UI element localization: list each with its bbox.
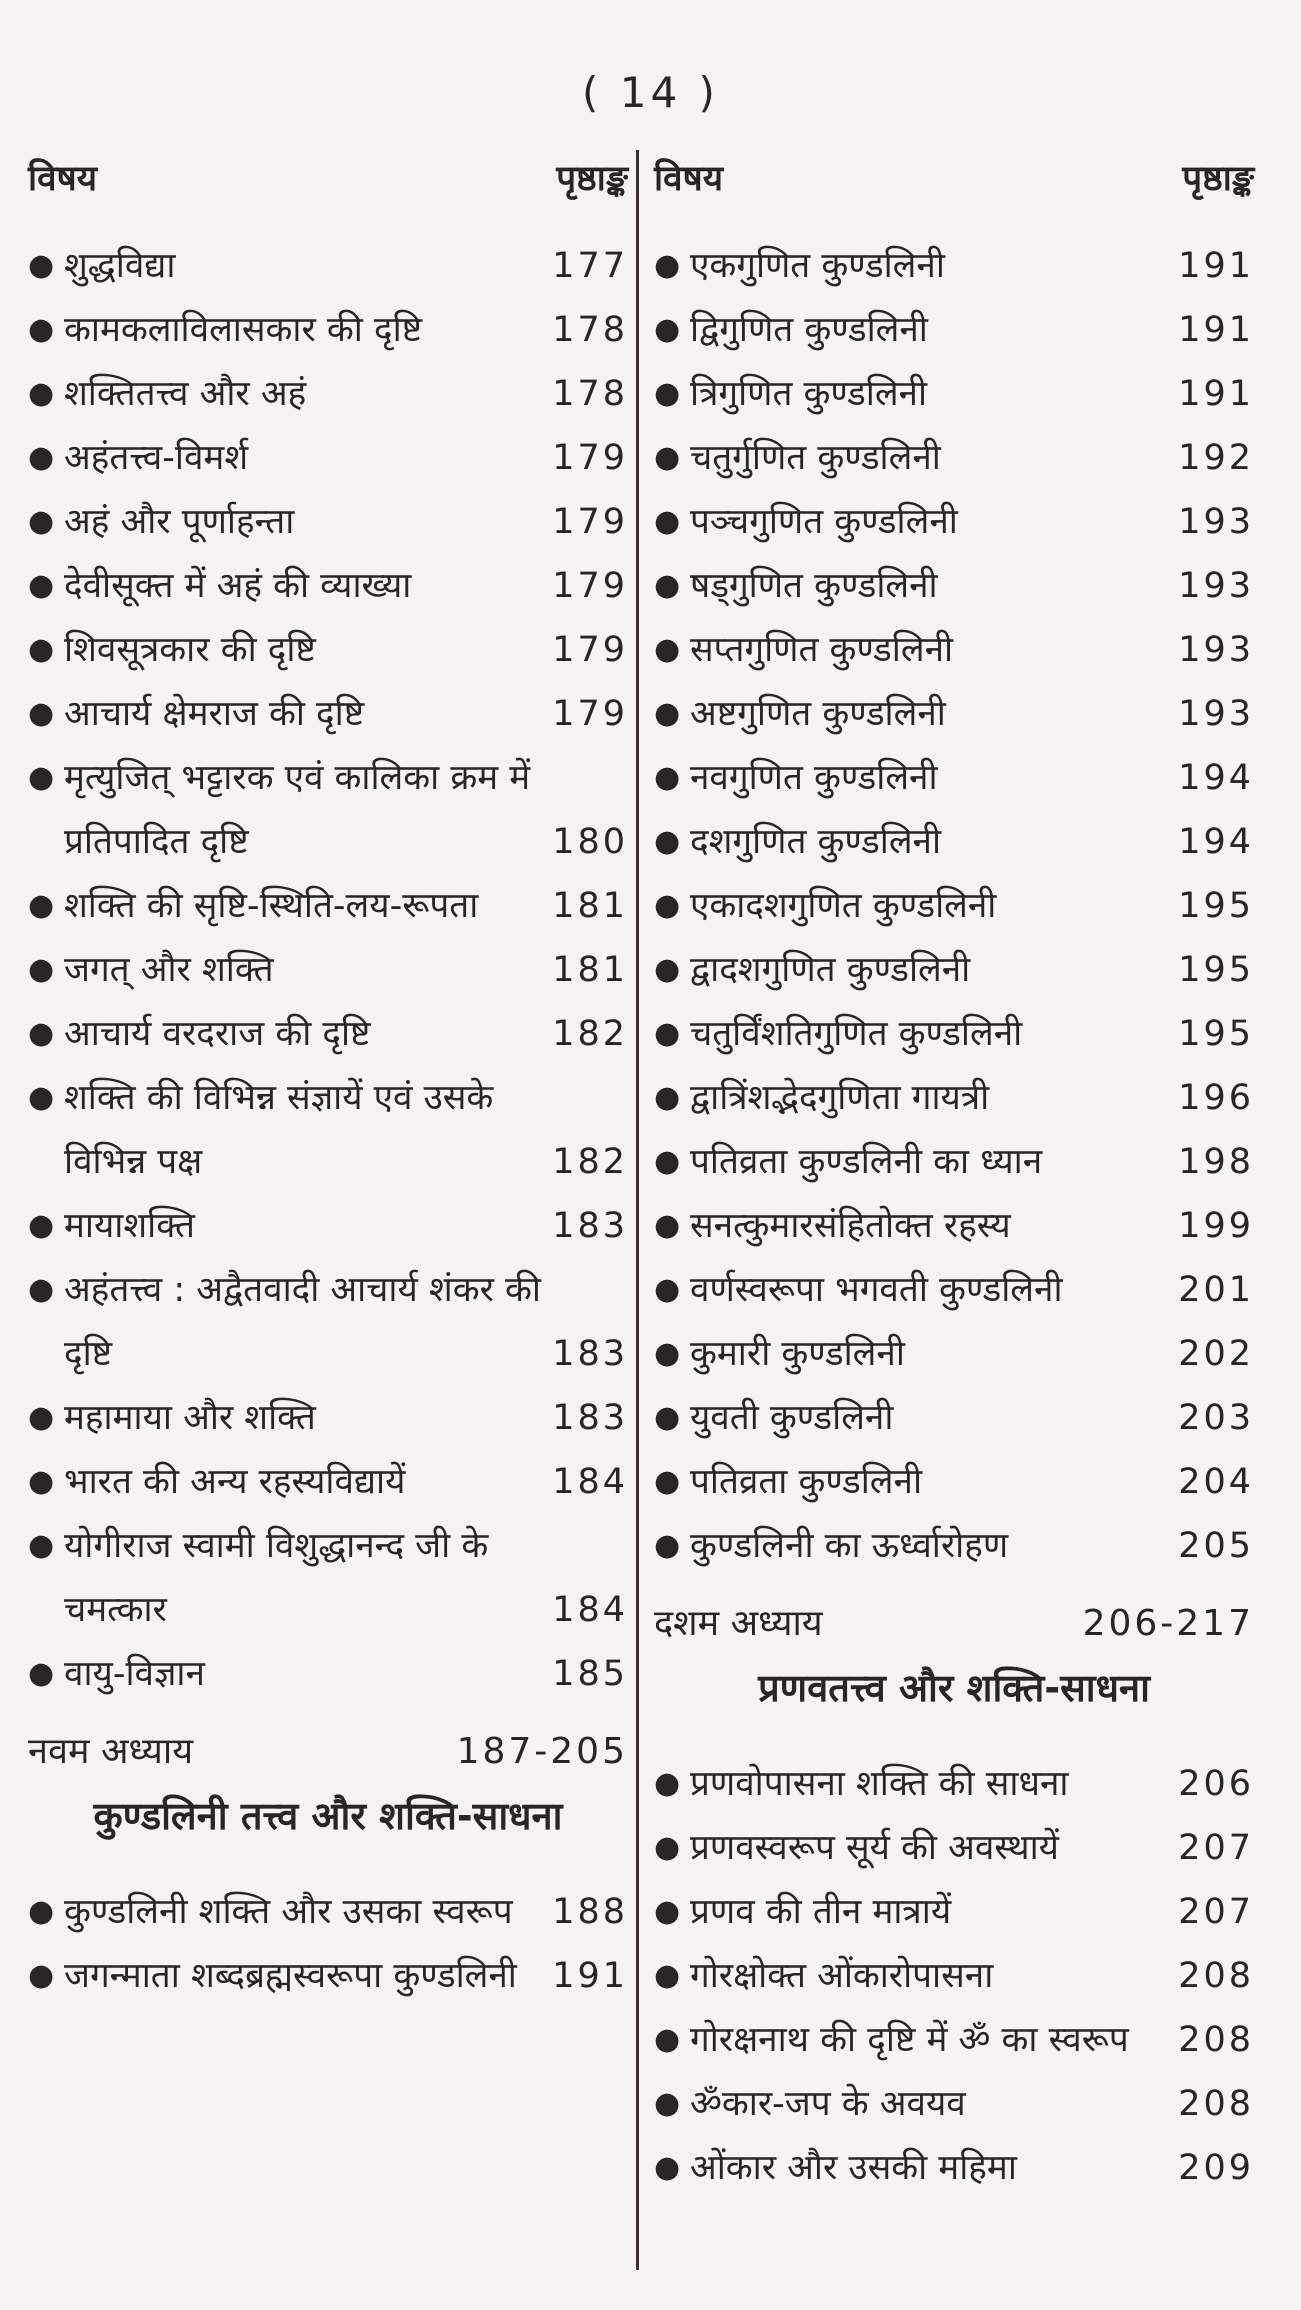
toc-entry-page: 192 bbox=[1178, 438, 1254, 478]
toc-entry-title: सनत्कुमारसंहितोक्त रहस्य bbox=[690, 1206, 1011, 1246]
toc-entry bbox=[654, 2008, 1254, 2072]
toc-entry bbox=[28, 362, 628, 426]
toc-entry-title: अष्टगुणित कुण्डलिनी bbox=[690, 694, 946, 734]
bullet-icon: ● bbox=[28, 952, 55, 987]
toc-entry bbox=[654, 1194, 1254, 1258]
toc-entry-title: चतुर्विंशतिगुणित कुण्डलिनी bbox=[690, 1014, 1023, 1054]
toc-entry bbox=[654, 490, 1254, 554]
toc-entry-page: 206 bbox=[1178, 1764, 1254, 1804]
toc-entry bbox=[654, 1002, 1254, 1066]
toc-entry-page: 208 bbox=[1178, 2084, 1254, 2124]
toc-entry-left bbox=[654, 2008, 1174, 2072]
bullet-icon: ● bbox=[28, 568, 55, 603]
toc-entry-left bbox=[654, 682, 1174, 746]
bullet-icon: ● bbox=[654, 504, 681, 539]
toc-entry-title: कामकलाविलासकार की दृष्टि bbox=[64, 310, 423, 350]
toc-entry bbox=[654, 554, 1254, 618]
toc-entry-left bbox=[654, 1130, 1174, 1194]
toc-entry-title: ओंकार और उसकी महिमा bbox=[690, 2148, 1017, 2188]
toc-entry bbox=[654, 1258, 1254, 1322]
toc-entry bbox=[28, 1642, 628, 1706]
bullet-icon: ● bbox=[654, 312, 681, 347]
toc-entry-left bbox=[654, 810, 1174, 874]
chapter-title: प्रणवतत्त्व और शक्ति-साधना bbox=[758, 1666, 1150, 1710]
chapter-range: 206-217 bbox=[1082, 1603, 1254, 1644]
bullet-icon: ● bbox=[28, 312, 55, 347]
toc-entry-title: द्विगुणित कुण्डलिनी bbox=[690, 310, 928, 350]
toc-entry-page: 209 bbox=[1178, 2148, 1254, 2188]
toc-entry-page: 203 bbox=[1178, 1398, 1254, 1438]
toc-entry-title: मृत्युजित् भट्टारक एवं कालिका क्रम में प्रतिपादित दृष्टि bbox=[64, 758, 531, 862]
right-column-header bbox=[654, 154, 1254, 210]
left-column-header bbox=[28, 154, 628, 210]
toc-entry bbox=[654, 1514, 1254, 1578]
toc-entry-title: वर्णस्वरूपा भगवती कुण्डलिनी bbox=[690, 1270, 1063, 1310]
toc-entry-left bbox=[28, 874, 548, 938]
toc-entry-title: चतुर्गुणित कुण्डलिनी bbox=[690, 438, 941, 478]
toc-entry-title: महामाया और शक्ति bbox=[64, 1398, 316, 1438]
toc-entry-page: 183 bbox=[552, 1398, 628, 1438]
toc-entry-left bbox=[28, 1944, 548, 2008]
toc-entry-page: 207 bbox=[1178, 1892, 1254, 1932]
toc-entry-left bbox=[654, 2136, 1174, 2200]
toc-entry-title: पञ्चगुणित कुण्डलिनी bbox=[690, 502, 958, 542]
bullet-icon: ● bbox=[654, 1144, 681, 1179]
toc-entry-page: 204 bbox=[1178, 1462, 1254, 1502]
toc-entry-title: कुण्डलिनी का ऊर्ध्वारोहण bbox=[690, 1526, 1009, 1566]
toc-entry-page: 178 bbox=[552, 374, 628, 414]
toc-entry-title: गोरक्षोक्त ओंकारोपासना bbox=[690, 1956, 994, 1996]
bullet-icon: ● bbox=[654, 1208, 681, 1243]
toc-entry-left bbox=[654, 1944, 1174, 2008]
toc-entry-title: नवगुणित कुण्डलिनी bbox=[690, 758, 938, 798]
bullet-icon: ● bbox=[654, 1894, 681, 1929]
toc-entry-left bbox=[654, 1752, 1174, 1816]
toc-entry bbox=[28, 1066, 628, 1194]
toc-entry-title: जगन्माता शब्दब्रह्मस्वरूपा कुण्डलिनी bbox=[64, 1956, 517, 1996]
right-column bbox=[654, 154, 1254, 2200]
toc-entry-left bbox=[654, 1386, 1174, 1450]
toc-entry-left bbox=[28, 234, 548, 298]
toc-entry-title: षड्गुणित कुण्डलिनी bbox=[690, 566, 938, 606]
toc-entry bbox=[28, 618, 628, 682]
toc-entry bbox=[28, 1944, 628, 2008]
toc-entry-left bbox=[28, 298, 548, 362]
toc-entry bbox=[654, 874, 1254, 938]
toc-entry-left bbox=[28, 554, 548, 618]
bullet-icon: ● bbox=[654, 1016, 681, 1051]
bullet-icon: ● bbox=[28, 1400, 55, 1435]
toc-entry-title: प्रणवस्वरूप सूर्य की अवस्थायें bbox=[690, 1828, 1059, 1868]
toc-entry-title: पतिव्रता कुण्डलिनी का ध्यान bbox=[690, 1142, 1043, 1182]
toc-entry-title: भारत की अन्य रहस्यविद्यायें bbox=[64, 1462, 406, 1502]
subject-heading: विषय bbox=[654, 159, 724, 199]
left-chapter-entries bbox=[28, 1880, 628, 2008]
toc-entry bbox=[654, 1752, 1254, 1816]
toc-entry bbox=[28, 874, 628, 938]
toc-entry bbox=[654, 1322, 1254, 1386]
toc-entry bbox=[654, 682, 1254, 746]
bullet-icon: ● bbox=[28, 376, 55, 411]
toc-entry-page: 183 bbox=[552, 1334, 628, 1374]
left-entries bbox=[28, 234, 628, 1706]
bullet-icon: ● bbox=[654, 824, 681, 859]
toc-entry-left bbox=[28, 1386, 548, 1450]
toc-entry-left bbox=[654, 1322, 1174, 1386]
toc-entry-title: कुमारी कुण्डलिनी bbox=[690, 1334, 905, 1374]
toc-entry bbox=[28, 298, 628, 362]
chapter-heading-10 bbox=[654, 1596, 1254, 1652]
toc-entry-page: 208 bbox=[1178, 1956, 1254, 1996]
bullet-icon: ● bbox=[28, 504, 55, 539]
right-entries bbox=[654, 234, 1254, 1578]
toc-entry-left bbox=[28, 1066, 548, 1194]
bullet-icon: ● bbox=[28, 760, 55, 795]
toc-entry-page: 180 bbox=[552, 822, 628, 862]
toc-entry-title: एकादशगुणित कुण्डलिनी bbox=[690, 886, 997, 926]
toc-entry-page: 191 bbox=[1178, 246, 1254, 286]
toc-entry-left bbox=[654, 426, 1174, 490]
toc-entry-left bbox=[654, 1816, 1174, 1880]
toc-entry-page: 208 bbox=[1178, 2020, 1254, 2060]
toc-entry-left bbox=[28, 1450, 548, 1514]
toc-entry-left bbox=[28, 1194, 548, 1258]
toc-entry-title: ॐकार-जप के अवयव bbox=[690, 2084, 966, 2124]
bullet-icon: ● bbox=[654, 632, 681, 667]
bullet-icon: ● bbox=[654, 568, 681, 603]
toc-entry bbox=[654, 2136, 1254, 2200]
toc-entry-left bbox=[654, 1880, 1174, 1944]
toc-entry-page: 181 bbox=[552, 950, 628, 990]
toc-entry-page: 205 bbox=[1178, 1526, 1254, 1566]
toc-entry-title: आचार्य क्षेमराज की दृष्टि bbox=[64, 694, 365, 734]
toc-entry-page: 193 bbox=[1178, 694, 1254, 734]
bullet-icon: ● bbox=[28, 1528, 55, 1563]
toc-entry-left bbox=[28, 746, 548, 874]
bullet-icon: ● bbox=[654, 1464, 681, 1499]
toc-entry-left bbox=[28, 426, 548, 490]
bullet-icon: ● bbox=[654, 1830, 681, 1865]
toc-entry-page: 191 bbox=[1178, 310, 1254, 350]
bullet-icon: ● bbox=[654, 1336, 681, 1371]
toc-entry-title: शिवसूत्रकार की दृष्टि bbox=[64, 630, 316, 670]
toc-entry-left bbox=[28, 1880, 548, 1944]
page-heading: पृष्ठाङ्क bbox=[1182, 159, 1254, 199]
bullet-icon: ● bbox=[28, 696, 55, 731]
toc-entry bbox=[654, 1816, 1254, 1880]
right-chapter-entries bbox=[654, 1752, 1254, 2200]
toc-entry-page: 196 bbox=[1178, 1078, 1254, 1118]
column-divider bbox=[636, 150, 639, 2270]
bullet-icon: ● bbox=[654, 1272, 681, 1307]
toc-entry-page: 179 bbox=[552, 438, 628, 478]
toc-entry bbox=[654, 362, 1254, 426]
toc-entry-title: प्रणवोपासना शक्ति की साधना bbox=[690, 1764, 1069, 1804]
toc-entry-page: 184 bbox=[552, 1590, 628, 1630]
chapter-heading-9 bbox=[28, 1724, 628, 1780]
toc-entry-page: 195 bbox=[1178, 1014, 1254, 1054]
toc-entry-left bbox=[654, 1514, 1174, 1578]
toc-entry bbox=[28, 1002, 628, 1066]
bullet-icon: ● bbox=[654, 888, 681, 923]
toc-entry-page: 179 bbox=[552, 694, 628, 734]
toc-entry-title: शक्ति की विभिन्न संज्ञायें एवं उसके विभिन्न पक्ष bbox=[64, 1078, 494, 1182]
bullet-icon: ● bbox=[28, 248, 55, 283]
toc-entry-page: 201 bbox=[1178, 1270, 1254, 1310]
toc-entry bbox=[28, 1450, 628, 1514]
toc-entry-left bbox=[28, 490, 548, 554]
toc-entry-page: 193 bbox=[1178, 502, 1254, 542]
toc-entry bbox=[654, 938, 1254, 1002]
toc-entry-left bbox=[28, 1002, 548, 1066]
toc-entry-left bbox=[28, 362, 548, 426]
toc-entry bbox=[654, 618, 1254, 682]
toc-entry-left bbox=[28, 938, 548, 1002]
bullet-icon: ● bbox=[654, 2086, 681, 2121]
toc-entry bbox=[28, 938, 628, 1002]
toc-entry bbox=[28, 1514, 628, 1642]
toc-entry-page: 178 bbox=[552, 310, 628, 350]
toc-entry bbox=[28, 1258, 628, 1386]
toc-entry bbox=[28, 1386, 628, 1450]
toc-entry-page: 193 bbox=[1178, 630, 1254, 670]
toc-entry-left bbox=[28, 682, 548, 746]
toc-entry-left bbox=[654, 554, 1174, 618]
chapter-label: नवम अध्याय bbox=[28, 1731, 194, 1772]
toc-entry-title: अहंतत्त्व : अद्वैतवादी आचार्य शंकर की दृष्टि bbox=[64, 1270, 541, 1374]
chapter-label: दशम अध्याय bbox=[654, 1603, 823, 1644]
bullet-icon: ● bbox=[654, 952, 681, 987]
toc-entry bbox=[654, 1066, 1254, 1130]
toc-entry bbox=[654, 1386, 1254, 1450]
bullet-icon: ● bbox=[28, 1464, 55, 1499]
toc-entry-left bbox=[654, 874, 1174, 938]
bullet-icon: ● bbox=[654, 760, 681, 795]
toc-entry-left bbox=[654, 746, 1174, 810]
toc-entry-title: जगत् और शक्ति bbox=[64, 950, 274, 990]
bullet-icon: ● bbox=[28, 1016, 55, 1051]
toc-entry bbox=[654, 1944, 1254, 2008]
toc-entry bbox=[654, 1880, 1254, 1944]
toc-entry-page: 185 bbox=[552, 1654, 628, 1694]
toc-entry-page: 194 bbox=[1178, 822, 1254, 862]
toc-entry-left bbox=[654, 1066, 1174, 1130]
toc-entry-left bbox=[28, 618, 548, 682]
left-column bbox=[28, 154, 628, 2008]
bullet-icon: ● bbox=[654, 2150, 681, 2185]
bullet-icon: ● bbox=[28, 1958, 55, 1993]
toc-entry bbox=[654, 810, 1254, 874]
toc-entry-left bbox=[654, 1002, 1174, 1066]
toc-entry-title: शक्तितत्त्व और अहं bbox=[64, 374, 307, 414]
toc-entry-left bbox=[28, 1642, 548, 1706]
toc-entry-title: दशगुणित कुण्डलिनी bbox=[690, 822, 942, 862]
bullet-icon: ● bbox=[654, 1958, 681, 1993]
toc-entry-left bbox=[28, 1258, 548, 1386]
toc-entry bbox=[654, 234, 1254, 298]
toc-entry-title: वायु-विज्ञान bbox=[64, 1654, 205, 1694]
bullet-icon: ● bbox=[654, 376, 681, 411]
bullet-icon: ● bbox=[654, 2022, 681, 2057]
toc-entry bbox=[28, 554, 628, 618]
toc-entry-page: 177 bbox=[552, 246, 628, 286]
bullet-icon: ● bbox=[28, 1208, 55, 1243]
toc-entry-left bbox=[654, 298, 1174, 362]
toc-entry-page: 202 bbox=[1178, 1334, 1254, 1374]
bullet-icon: ● bbox=[28, 1272, 55, 1307]
toc-entry-page: 199 bbox=[1178, 1206, 1254, 1246]
toc-entry-title: द्वात्रिंशद्भेदगुणिता गायत्री bbox=[690, 1078, 990, 1118]
toc-entry-title: युवती कुण्डलिनी bbox=[690, 1398, 894, 1438]
toc-entry-left bbox=[654, 618, 1174, 682]
toc-entry-title: योगीराज स्वामी विशुद्धानन्द जी के चमत्कार bbox=[64, 1526, 489, 1630]
toc-entry-title: देवीसूक्त में अहं की व्याख्या bbox=[64, 566, 412, 606]
toc-entry bbox=[28, 682, 628, 746]
toc-entry-left bbox=[654, 1258, 1174, 1322]
toc-entry-page: 191 bbox=[552, 1956, 628, 1996]
toc-entry-page: 179 bbox=[552, 502, 628, 542]
chapter-range: 187-205 bbox=[456, 1731, 628, 1772]
toc-entry-title: गोरक्षनाथ की दृष्टि में ॐ का स्वरूप bbox=[690, 2020, 1129, 2060]
toc-entry bbox=[28, 1880, 628, 1944]
toc-entry-title: त्रिगुणित कुण्डलिनी bbox=[690, 374, 928, 414]
bullet-icon: ● bbox=[654, 1400, 681, 1435]
toc-entry-left bbox=[654, 1194, 1174, 1258]
toc-entry-page: 184 bbox=[552, 1462, 628, 1502]
toc-entry-title: शुद्धविद्या bbox=[64, 246, 176, 286]
toc-entry-page: 195 bbox=[1178, 950, 1254, 990]
toc-entry-left bbox=[654, 938, 1174, 1002]
bullet-icon: ● bbox=[28, 888, 55, 923]
bullet-icon: ● bbox=[654, 696, 681, 731]
toc-entry-title: अहंतत्त्व-विमर्श bbox=[64, 438, 249, 478]
toc-entry-left bbox=[654, 234, 1174, 298]
toc-entry-title: कुण्डलिनी शक्ति और उसका स्वरूप bbox=[64, 1892, 513, 1932]
toc-entry bbox=[654, 746, 1254, 810]
toc-entry-page: 193 bbox=[1178, 566, 1254, 606]
toc-entry-title: प्रणव की तीन मात्रायें bbox=[690, 1892, 952, 1932]
toc-entry-title: एकगुणित कुण्डलिनी bbox=[690, 246, 945, 286]
bullet-icon: ● bbox=[654, 1080, 681, 1115]
toc-entry-title: अहं और पूर्णाहन्ता bbox=[64, 502, 295, 542]
toc-entry-page: 182 bbox=[552, 1014, 628, 1054]
toc-entry bbox=[28, 426, 628, 490]
toc-entry-left bbox=[654, 362, 1174, 426]
toc-entry-title: मायाशक्ति bbox=[64, 1206, 195, 1246]
toc-entry bbox=[28, 234, 628, 298]
subject-heading: विषय bbox=[28, 159, 98, 199]
toc-entry-title: पतिव्रता कुण्डलिनी bbox=[690, 1462, 923, 1502]
bullet-icon: ● bbox=[28, 440, 55, 475]
bullet-icon: ● bbox=[654, 248, 681, 283]
toc-entry bbox=[654, 1130, 1254, 1194]
toc-entry-title: द्वादशगुणित कुण्डलिनी bbox=[690, 950, 971, 990]
toc-entry-page: 179 bbox=[552, 566, 628, 606]
bullet-icon: ● bbox=[28, 632, 55, 667]
toc-entry-page: 179 bbox=[552, 630, 628, 670]
toc-entry-page: 183 bbox=[552, 1206, 628, 1246]
bullet-icon: ● bbox=[28, 1080, 55, 1115]
toc-entry-page: 207 bbox=[1178, 1828, 1254, 1868]
toc-entry-left bbox=[28, 1514, 548, 1642]
toc-entry bbox=[28, 1194, 628, 1258]
toc-entry bbox=[654, 298, 1254, 362]
toc-entry-page: 195 bbox=[1178, 886, 1254, 926]
toc-entry-title: आचार्य वरदराज की दृष्टि bbox=[64, 1014, 371, 1054]
toc-entry-left bbox=[654, 2072, 1174, 2136]
toc-entry-page: 182 bbox=[552, 1142, 628, 1182]
toc-entry bbox=[654, 1450, 1254, 1514]
toc-entry-page: 198 bbox=[1178, 1142, 1254, 1182]
toc-entry-page: 188 bbox=[552, 1892, 628, 1932]
toc-entry bbox=[28, 746, 628, 874]
toc-entry bbox=[654, 426, 1254, 490]
toc-entry-title: सप्तगुणित कुण्डलिनी bbox=[690, 630, 954, 670]
bullet-icon: ● bbox=[654, 1528, 681, 1563]
bullet-icon: ● bbox=[28, 1894, 55, 1929]
toc-entry-title: शक्ति की सृष्टि-स्थिति-लय-रूपता bbox=[64, 886, 479, 926]
toc-entry-page: 194 bbox=[1178, 758, 1254, 798]
bullet-icon: ● bbox=[654, 1766, 681, 1801]
toc-entry-left bbox=[654, 490, 1174, 554]
toc-entry-page: 181 bbox=[552, 886, 628, 926]
toc-entry-left bbox=[654, 1450, 1174, 1514]
page-heading: पृष्ठाङ्क bbox=[556, 159, 628, 199]
toc-entry bbox=[654, 2072, 1254, 2136]
bullet-icon: ● bbox=[654, 440, 681, 475]
chapter-title: कुण्डलिनी तत्त्व और शक्ति-साधना bbox=[93, 1794, 563, 1838]
bullet-icon: ● bbox=[28, 1656, 55, 1691]
toc-entry bbox=[28, 490, 628, 554]
page-number: ( 14 ) bbox=[582, 68, 719, 117]
toc-entry-page: 191 bbox=[1178, 374, 1254, 414]
